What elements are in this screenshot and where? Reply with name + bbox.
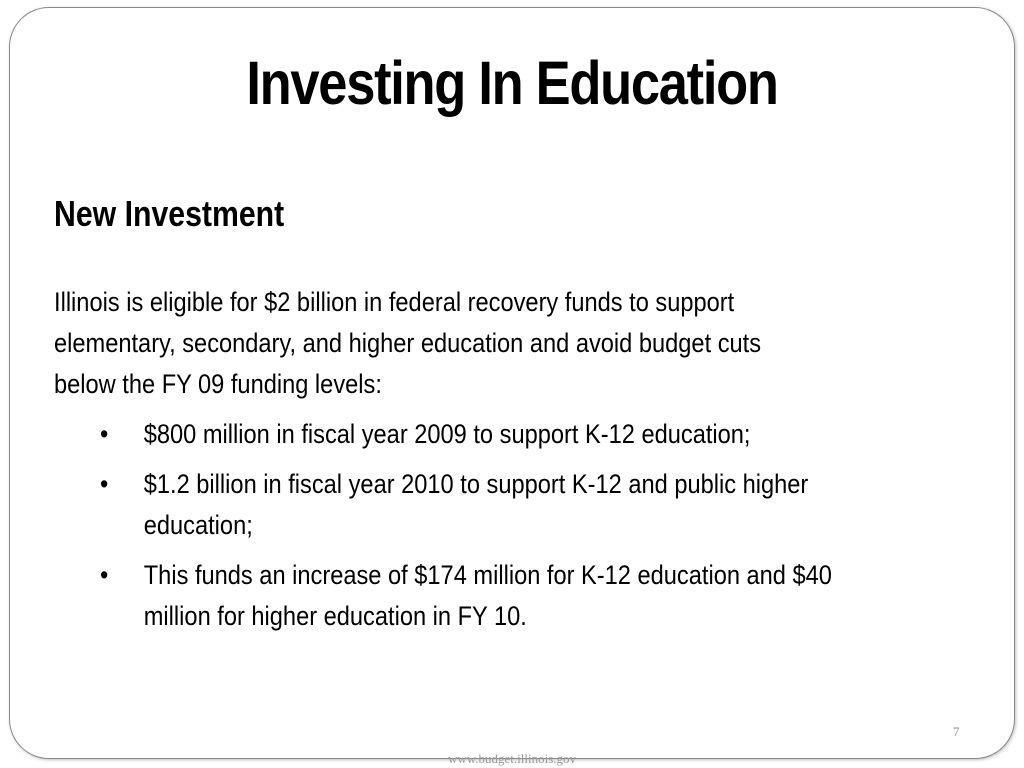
bullet-item — [100, 414, 993, 455]
bullet-text-line: education; — [143, 510, 253, 540]
page-number: 7 — [953, 724, 960, 739]
intro-line: below the FY 09 funding levels: — [54, 369, 382, 399]
footer-url: www.budget.illinois.gov — [447, 751, 577, 766]
bullet-icon: • — [100, 469, 109, 499]
bullet-text-line: $1.2 billion in fiscal year 2010 to support K-12 and public higher — [143, 469, 809, 499]
bullet-item — [100, 555, 993, 637]
intro-line: Illinois is eligible for $2 billion in federal recovery funds to support — [54, 287, 735, 317]
bullet-text-line: $800 million in fiscal year 2009 to support K-12 education; — [143, 419, 751, 449]
intro-paragraph — [54, 282, 929, 405]
intro-line: elementary, secondary, and higher education and avoid budget cuts — [54, 328, 762, 358]
bullet-list — [100, 414, 993, 646]
bullet-icon: • — [100, 560, 109, 590]
bullet-icon: • — [100, 419, 109, 449]
slide-title: Investing In Education — [246, 49, 778, 117]
section-subtitle: New Investment — [54, 193, 285, 234]
bullet-text-line: million for higher education in FY 10. — [143, 601, 527, 631]
bullet-item — [100, 464, 993, 546]
bullet-text-line: This funds an increase of $174 million for K-12 education and $40 — [143, 560, 832, 590]
